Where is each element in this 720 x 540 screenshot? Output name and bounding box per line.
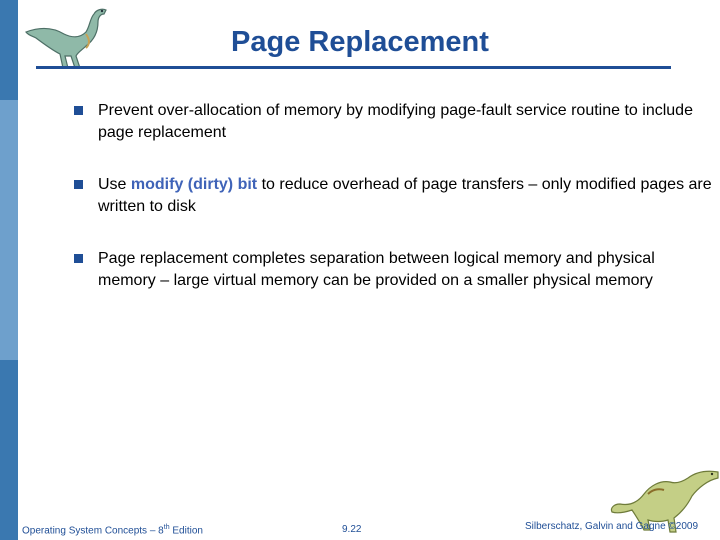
left-sidebar-bar bbox=[0, 0, 18, 540]
slide-title: Page Replacement bbox=[231, 26, 489, 58]
bullet-square-icon bbox=[74, 180, 83, 189]
bullet-2-text-after: to reduce overhead of page transfers – only modified pages are written to disk bbox=[98, 176, 712, 215]
sidebar-segment-middle bbox=[0, 100, 18, 360]
bullet-item-3 bbox=[74, 248, 714, 292]
bullet-square-icon bbox=[74, 254, 83, 263]
bullet-1-text: Prevent over-allocation of memory by modifying page-fault service routine to include page replacement bbox=[98, 102, 693, 141]
bullet-item-2 bbox=[74, 174, 714, 218]
bullet-2-text-before: Use bbox=[98, 176, 131, 193]
bullet-item-1 bbox=[74, 100, 714, 144]
bullet-3-text: Page replacement completes separation between logical memory and physical memory – large virtual memory can be provided on a smaller physical memory bbox=[98, 250, 655, 289]
footer-copyright: Silberschatz, Galvin and Gagne ©2009 bbox=[525, 521, 699, 532]
footer-book-title bbox=[22, 524, 203, 536]
footer-book-title-suffix: Edition bbox=[169, 525, 203, 537]
sidebar-segment-top bbox=[0, 0, 18, 100]
footer-book-edition-sup: th bbox=[163, 524, 170, 531]
footer-book-title-prefix: Operating System Concepts – 8 bbox=[22, 525, 164, 537]
slide-number: 9.22 bbox=[342, 524, 362, 535]
sidebar-segment-bottom bbox=[0, 360, 18, 540]
title-underline bbox=[36, 66, 671, 69]
dinosaur-top-icon bbox=[24, 4, 116, 70]
bullet-list bbox=[74, 100, 714, 292]
bullet-2-highlight: modify (dirty) bit bbox=[130, 176, 258, 193]
bullet-square-icon bbox=[74, 106, 83, 115]
